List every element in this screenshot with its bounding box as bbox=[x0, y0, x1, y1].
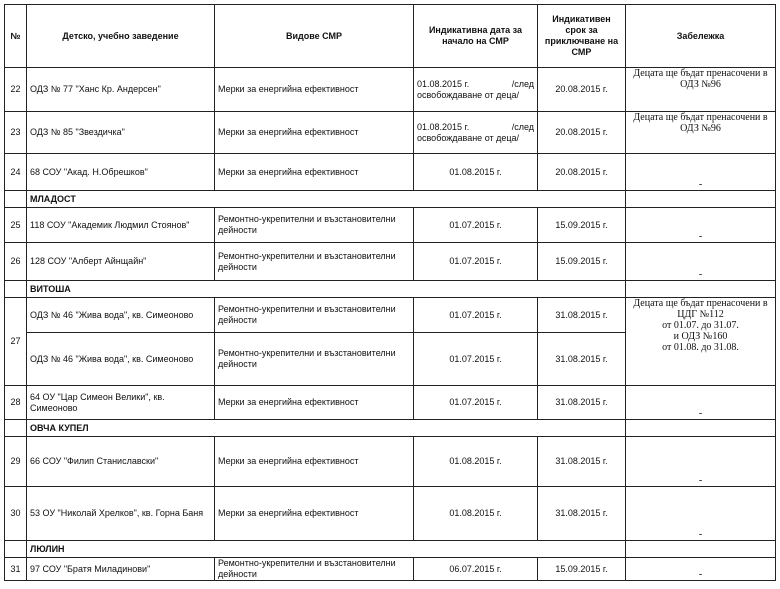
school-name: 66 СОУ "Филип Станиславски" bbox=[27, 437, 215, 487]
row-number: 22 bbox=[5, 68, 27, 112]
row-number: 29 bbox=[5, 437, 27, 487]
note: - bbox=[626, 558, 776, 581]
note: Децата ще бъдат пренасочени в ОДЗ №96 bbox=[626, 112, 776, 154]
start-date-value: 01.08.2015 г. bbox=[417, 78, 470, 89]
header-num: № bbox=[5, 5, 27, 68]
header-note: Забележка bbox=[626, 5, 776, 68]
works-type: Ремонтно-укрепителни и възстановителни дейности bbox=[215, 208, 414, 243]
note-line: от 01.07. до 31.07. bbox=[662, 320, 739, 331]
end-date: 15.09.2015 г. bbox=[538, 208, 626, 243]
row-number: 25 bbox=[5, 208, 27, 243]
start-date: 06.07.2015 г. bbox=[414, 558, 538, 581]
row-number: 26 bbox=[5, 243, 27, 281]
header-school: Детско, учебно заведение bbox=[27, 5, 215, 68]
table-row bbox=[5, 437, 776, 487]
start-date: 01.08.2015 г. bbox=[414, 487, 538, 541]
row-number: 28 bbox=[5, 386, 27, 420]
note: Децата ще бъдат пренасочени в ОДЗ №96 bbox=[626, 68, 776, 112]
note: - bbox=[626, 154, 776, 191]
header-works: Видове СМР bbox=[215, 5, 414, 68]
works-type: Мерки за енергийна ефективност bbox=[215, 487, 414, 541]
end-date: 20.08.2015 г. bbox=[538, 68, 626, 112]
school-name: 128 СОУ "Алберт Айнщайн" bbox=[27, 243, 215, 281]
note-line: и ОДЗ №160 bbox=[673, 331, 728, 342]
row-number: 30 bbox=[5, 487, 27, 541]
works-type: Мерки за енергийна ефективност bbox=[215, 386, 414, 420]
school-name: ОДЗ № 85 "Звездичка" bbox=[27, 112, 215, 154]
start-date-condition: освобождаване от деца/ bbox=[417, 89, 520, 100]
note-line: Децата ще бъдат пренасочени в bbox=[633, 298, 768, 309]
table-row bbox=[5, 558, 776, 581]
school-name: ОДЗ № 77 "Ханс Кр. Андерсен" bbox=[27, 68, 215, 112]
section-row bbox=[5, 281, 776, 298]
works-type: Мерки за енергийна ефективност bbox=[215, 112, 414, 154]
note-line: ЦДГ №112 bbox=[677, 309, 724, 320]
works-type: Мерки за енергийна ефективност bbox=[215, 437, 414, 487]
start-date-value: 01.08.2015 г. bbox=[417, 121, 470, 132]
table-row bbox=[5, 487, 776, 541]
school-name: 68 СОУ "Акад. Н.Обрешков" bbox=[27, 154, 215, 191]
works-type: Мерки за енергийна ефективност bbox=[215, 68, 414, 112]
works-type: Ремонтно-укрепителни и възстановителни дейности bbox=[215, 243, 414, 281]
school-name: 64 ОУ "Цар Симеон Велики", кв. Симеоново bbox=[27, 386, 215, 420]
start-date: 01.07.2015 г. bbox=[414, 333, 538, 386]
school-name: ОДЗ № 46 "Жива вода", кв. Симеоново bbox=[27, 333, 215, 386]
end-date: 31.08.2015 г. bbox=[538, 333, 626, 386]
note-line: от 01.08. до 31.08. bbox=[662, 342, 739, 353]
end-date: 15.09.2015 г. bbox=[538, 558, 626, 581]
note: - bbox=[626, 386, 776, 420]
end-date: 31.08.2015 г. bbox=[538, 386, 626, 420]
table-row bbox=[5, 298, 776, 333]
school-name: ОДЗ № 46 "Жива вода", кв. Симеоново bbox=[27, 298, 215, 333]
school-name: 97 СОУ "Братя Миладинови" bbox=[27, 558, 215, 581]
end-date: 31.08.2015 г. bbox=[538, 298, 626, 333]
section-title: ОВЧА КУПЕЛ bbox=[27, 420, 626, 437]
header-start-date: Индикативна дата за начало на СМР bbox=[414, 5, 538, 68]
section-title: МЛАДОСТ bbox=[27, 191, 626, 208]
end-date: 20.08.2015 г. bbox=[538, 154, 626, 191]
start-date: 01.07.2015 г. bbox=[414, 208, 538, 243]
section-title: ЛЮЛИН bbox=[27, 541, 626, 558]
row-number: 24 bbox=[5, 154, 27, 191]
table-row bbox=[5, 208, 776, 243]
end-date: 15.09.2015 г. bbox=[538, 243, 626, 281]
table-row bbox=[5, 386, 776, 420]
note: - bbox=[626, 437, 776, 487]
section-row bbox=[5, 541, 776, 558]
school-name: 118 СОУ "Академик Людмил Стоянов" bbox=[27, 208, 215, 243]
works-type: Ремонтно-укрепителни и възстановителни дейности bbox=[215, 298, 414, 333]
row-number: 23 bbox=[5, 112, 27, 154]
start-date: 01.07.2015 г. bbox=[414, 243, 538, 281]
end-date: 20.08.2015 г. bbox=[538, 112, 626, 154]
start-date-condition: освобождаване от деца/ bbox=[417, 132, 520, 143]
table-row bbox=[5, 154, 776, 191]
start-date bbox=[414, 112, 538, 154]
works-type: Ремонтно-укрепителни и възстановителни дейности bbox=[215, 558, 414, 581]
row-number: 31 bbox=[5, 558, 27, 581]
section-title: ВИТОША bbox=[27, 281, 626, 298]
section-row bbox=[5, 191, 776, 208]
start-date-after: /след bbox=[511, 121, 534, 132]
end-date: 31.08.2015 г. bbox=[538, 487, 626, 541]
school-name: 53 ОУ "Николай Хрелков", кв. Горна Баня bbox=[27, 487, 215, 541]
start-date bbox=[414, 68, 538, 112]
works-type: Ремонтно-укрепителни и възстановителни дейности bbox=[215, 333, 414, 386]
note: - bbox=[626, 487, 776, 541]
table-row bbox=[5, 112, 776, 154]
table-row bbox=[5, 243, 776, 281]
end-date: 31.08.2015 г. bbox=[538, 437, 626, 487]
table-row bbox=[5, 68, 776, 112]
note: - bbox=[626, 243, 776, 281]
schedule-table bbox=[4, 4, 776, 581]
start-date: 01.08.2015 г. bbox=[414, 154, 538, 191]
header-row bbox=[5, 5, 776, 68]
header-end-date: Индикативен срок за приключване на СМР bbox=[538, 5, 626, 68]
start-date: 01.07.2015 г. bbox=[414, 298, 538, 333]
start-date: 01.08.2015 г. bbox=[414, 437, 538, 487]
section-row bbox=[5, 420, 776, 437]
works-type: Мерки за енергийна ефективност bbox=[215, 154, 414, 191]
start-date-after: /след bbox=[511, 78, 534, 89]
note-redirect-box bbox=[626, 298, 776, 386]
start-date: 01.07.2015 г. bbox=[414, 386, 538, 420]
note: - bbox=[626, 208, 776, 243]
row-number: 27 bbox=[5, 298, 27, 386]
